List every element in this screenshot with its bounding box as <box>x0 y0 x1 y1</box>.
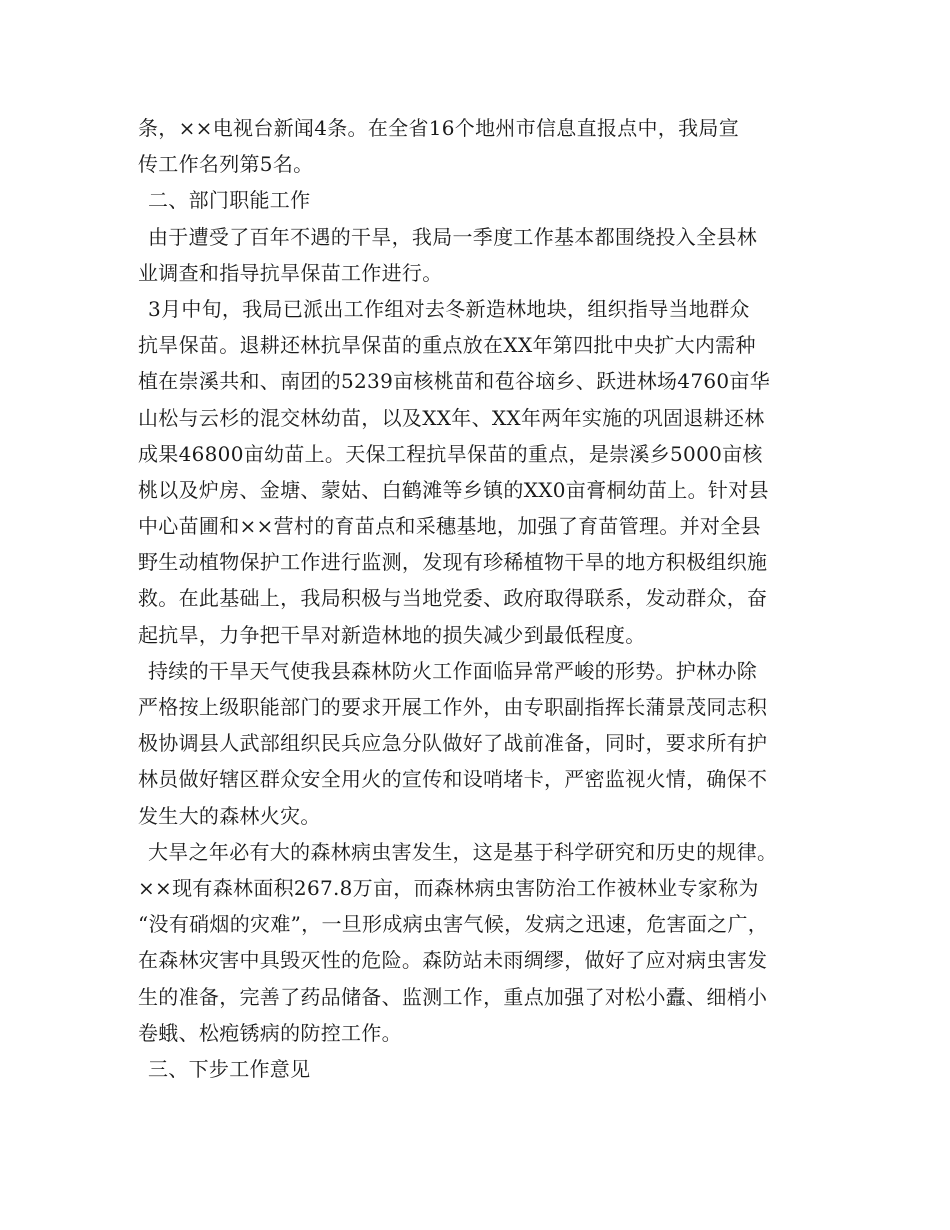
text-line: 发生大的森林火灾。 <box>138 803 321 828</box>
text-line: 野生动植物保护工作进行监测，发现有珍稀植物干旱的地方积极组织施 <box>138 550 768 575</box>
text-line: 在森林灾害中具毁灭性的危险。森防站未雨绸缪，做好了应对病虫害发 <box>138 948 768 973</box>
text-line: 业调查和指导抗旱保苗工作进行。 <box>138 260 443 285</box>
text-line: 救。在此基础上，我局积极与当地党委、政府取得联系，发动群众，奋 <box>138 586 768 611</box>
text-line: 抗旱保苗。退耕还林抗旱保苗的重点放在XX年第四批中央扩大内需种 <box>138 333 756 358</box>
text-line: 大旱之年必有大的森林病虫害发生，这是基于科学研究和历史的规律。 <box>148 839 778 864</box>
text-line: 持续的干旱天气使我县森林防火工作面临异常严峻的形势。护林办除 <box>148 658 757 683</box>
text-line: 生的准备，完善了药品储备、监测工作，重点加强了对松小蠹、细梢小 <box>138 984 768 1009</box>
text-line: ××现有森林面积267.8万亩，而森林病虫害防治工作被林业专家称为 <box>138 875 759 900</box>
text-line: 中心苗圃和××营村的育苗点和采穗基地，加强了育苗管理。并对全县 <box>138 514 761 539</box>
text-line: 由于遭受了百年不遇的干旱，我局一季度工作基本都围绕投入全县林 <box>148 224 757 249</box>
text-line: “没有硝烟的灾难”，一旦形成病虫害气候，发病之迅速，危害面之广， <box>138 912 769 937</box>
text-line: 严格按上级职能部门的要求开展工作外，由专职副指挥长蒲景茂同志积 <box>138 695 768 719</box>
section-heading: 三、下步工作意见 <box>148 1056 311 1081</box>
text-line: 3月中旬，我局已派出工作组对去冬新造林地块，组织指导当地群众 <box>148 296 750 321</box>
text-line: 成果46800亩幼苗上。天保工程抗旱保苗的重点，是崇溪乡5000亩核 <box>138 441 763 466</box>
section-heading: 二、部门职能工作 <box>148 188 311 213</box>
text-line: 山松与云杉的混交林幼苗，以及XX年、XX年两年实施的巩固退耕还林 <box>138 405 765 430</box>
text-line: 起抗旱，力争把干旱对新造林地的损失减少到最低程度。 <box>138 622 646 647</box>
text-line: 极协调县人武部组织民兵应急分队做好了战前准备，同时，要求所有护 <box>138 731 768 756</box>
text-line: 植在崇溪共和、南团的5239亩核桃苗和苞谷垴乡、跃进林场4760亩华 <box>138 369 770 394</box>
text-line: 桃以及炉房、金塘、蒙姑、白鹤滩等乡镇的XX0亩膏桐幼苗上。针对县 <box>138 477 769 502</box>
text-line: 条，××电视台新闻4条。在全省16个地州市信息直报点中，我局宣 <box>138 116 739 140</box>
text-line: 林员做好辖区群众安全用火的宣传和设哨堵卡，严密监视火情，确保不 <box>138 767 768 792</box>
text-line: 卷蛾、松疱锈病的防控工作。 <box>138 1020 402 1045</box>
document-body <box>138 110 818 1087</box>
text-line: 传工作名列第5名。 <box>138 152 314 177</box>
